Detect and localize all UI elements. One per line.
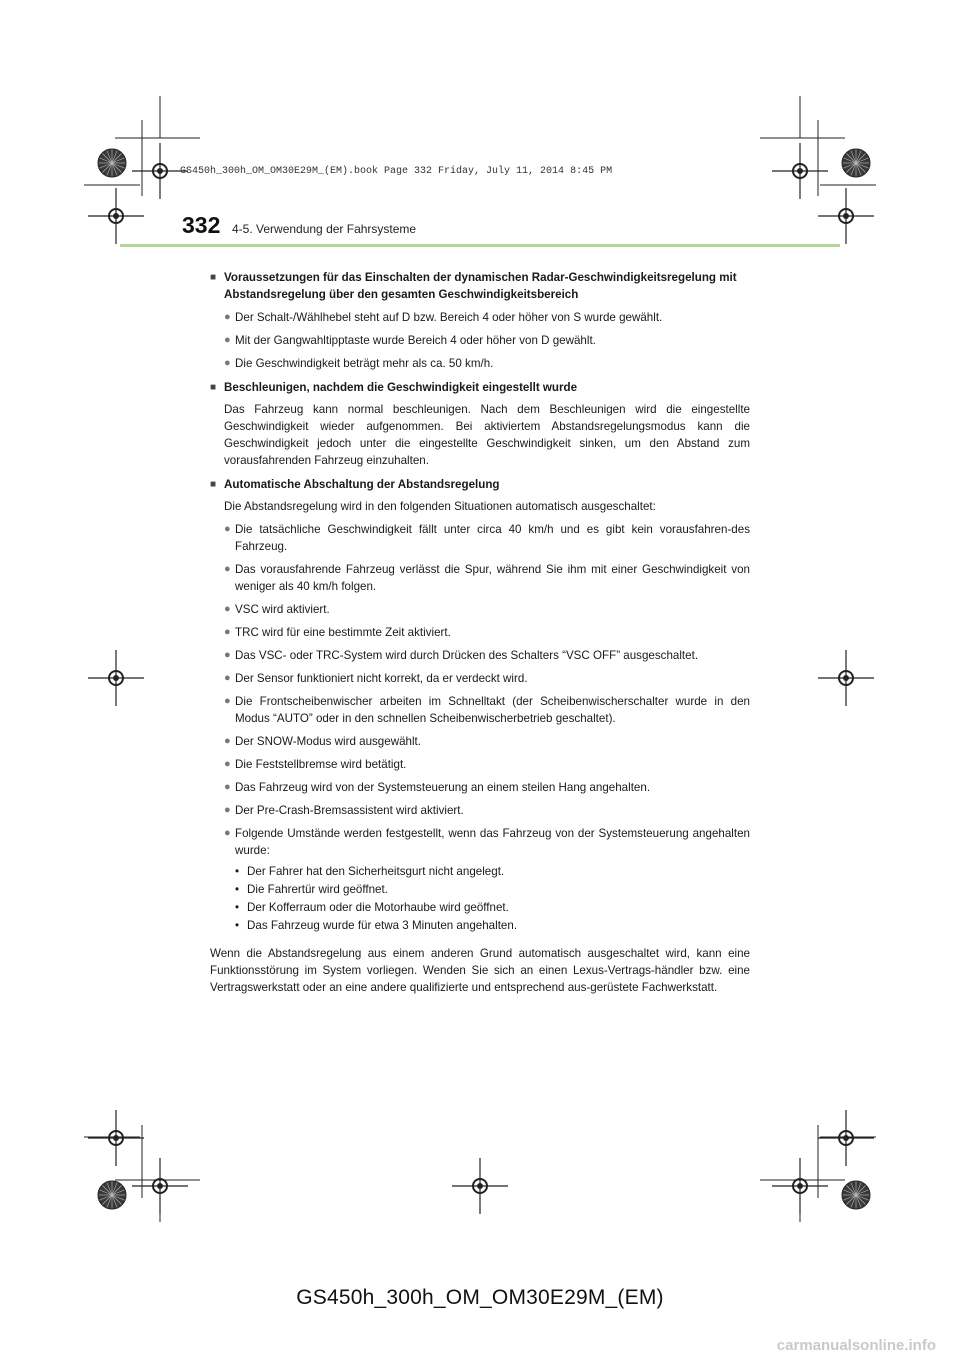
header-rule <box>120 244 840 247</box>
registration-mark-icon <box>818 650 874 706</box>
footer-code: GS450h_300h_OM_OM30E29M_(EM) <box>296 1286 664 1309</box>
list-item-text: Der Pre-Crash-Bremsassistent wird aktiviert. <box>235 804 464 817</box>
registration-mark-icon <box>132 1158 188 1214</box>
color-target-icon <box>842 1181 870 1209</box>
list-item <box>224 670 750 687</box>
watermark: carmanualsonline.info <box>776 1337 936 1354</box>
bullet-icon: ● <box>224 781 231 793</box>
list-item-text: Der Sensor funktioniert nicht korrekt, da er verdeckt wird. <box>235 672 528 685</box>
sub-list-item-text: Der Kofferraum oder die Motorhaube wird geöffnet. <box>247 901 509 914</box>
list-item <box>224 756 750 773</box>
list-item-text: Das vorausfahrende Fahrzeug verlässt die Spur, während Sie ihm mit einer Geschwindigkeit von weniger als 40 km/h folgen. <box>235 563 750 593</box>
section-title: Automatische Abschaltung der Abstandsregelung <box>224 478 500 491</box>
list-item <box>224 624 750 641</box>
bullet-icon: ● <box>224 735 231 747</box>
registration-mark-icon <box>818 1110 874 1166</box>
sub-bullet-icon: • <box>235 919 240 932</box>
list-item <box>224 733 750 750</box>
list-item-text: Der SNOW-Modus wird ausgewählt. <box>235 735 421 748</box>
list-item <box>224 802 750 819</box>
bullet-icon: ● <box>224 758 231 770</box>
list-item <box>224 693 750 727</box>
color-target-icon <box>98 1181 126 1209</box>
registration-mark-icon <box>818 188 874 244</box>
page-content <box>210 269 750 996</box>
color-target-icon <box>842 149 870 177</box>
registration-mark-icon <box>88 1110 144 1166</box>
bullet-icon: ● <box>224 695 231 707</box>
section-heading <box>210 269 750 303</box>
sub-list-item <box>235 899 750 917</box>
section-heading <box>210 476 750 493</box>
list-item <box>224 825 750 859</box>
bullet-icon: ● <box>224 804 231 816</box>
bullet-icon: ● <box>224 827 231 839</box>
list-item-text: Der Schalt-/Wählhebel steht auf D bzw. Bereich 4 oder höher von S wurde gewählt. <box>235 311 663 324</box>
bullet-icon: ● <box>224 311 231 323</box>
sub-list-item <box>235 881 750 899</box>
list-item <box>224 647 750 664</box>
list-item <box>224 521 750 555</box>
bullet-icon: ● <box>224 334 231 346</box>
sub-list-item <box>235 917 750 935</box>
section-paragraph: Das Fahrzeug kann normal beschleunigen. Nach dem Beschleunigen wird die eingestellte Geschwindigkeit wieder aufgenommen. Bei aktiviertem Abstandsregelungsmodus kann die Geschwindigkeit jedoch unter die eingestellte Geschwindigkeit sinken, um den Abstand zum vorausfahrenden Fahrzeug einzuhalten. <box>224 403 750 467</box>
bullet-icon: ● <box>224 603 231 615</box>
section-title: Beschleunigen, nachdem die Geschwindigkeit eingestellt wurde <box>224 381 578 394</box>
registration-mark-icon <box>88 188 144 244</box>
sub-bullet-icon: • <box>235 883 240 896</box>
sub-list-item-text: Die Fahrertür wird geöffnet. <box>247 883 388 896</box>
list-item <box>224 779 750 796</box>
page-number: 332 <box>182 212 221 238</box>
list-item <box>224 601 750 618</box>
bullet-icon: ● <box>224 626 231 638</box>
color-target-icon <box>98 149 126 177</box>
sub-list <box>235 863 750 935</box>
list-item-text: Folgende Umstände werden festgestellt, wenn das Fahrzeug von der Systemsteuerung angehalten wurde: <box>235 827 750 857</box>
list-item-text: TRC wird für eine bestimmte Zeit aktiviert. <box>235 626 451 639</box>
sub-list-item <box>235 863 750 881</box>
print-info: GS450h_300h_OM_OM30E29M_(EM).book Page 332 Friday, July 11, 2014 8:45 PM <box>180 166 613 177</box>
sub-bullet-icon: • <box>235 865 240 878</box>
list-item-text: Die Geschwindigkeit beträgt mehr als ca. 50 km/h. <box>235 357 494 370</box>
sub-bullet-icon: • <box>235 901 240 914</box>
registration-mark-icon <box>772 1158 828 1214</box>
section-marker-icon: ■ <box>210 272 217 283</box>
list-item-text: Die tatsächliche Geschwindigkeit fällt unter circa 40 km/h und es gibt kein vorausfahren-des Fahrzeug. <box>235 523 750 553</box>
list-item-text: Die Feststellbremse wird betätigt. <box>235 758 407 771</box>
sub-list-item-text: Das Fahrzeug wurde für etwa 3 Minuten angehalten. <box>247 919 518 932</box>
section-marker-icon: ■ <box>210 479 217 490</box>
list-item-text: VSC wird aktiviert. <box>235 603 330 616</box>
list-item-text: Die Frontscheibenwischer arbeiten im Schnelltakt (der Scheibenwischerschalter wurde in den Modus “AUTO” oder in den schnellen Scheibenwischerbetrieb geschaltet). <box>235 695 750 725</box>
list-item-text: Mit der Gangwahltipptaste wurde Bereich 4 oder höher von D gewählt. <box>235 334 596 347</box>
bullet-icon: ● <box>224 672 231 684</box>
registration-mark-icon <box>452 1158 508 1214</box>
section-title: Voraussetzungen für das Einschalten der dynamischen Radar-Geschwindigkeitsregelung mit Abstandsregelung über den gesamten Geschwindigkeitsbereich <box>224 271 737 301</box>
registration-mark-icon <box>88 650 144 706</box>
section-heading <box>210 379 750 396</box>
section-marker-icon: ■ <box>210 382 217 393</box>
closing-paragraph: Wenn die Abstandsregelung aus einem anderen Grund automatisch ausgeschaltet wird, kann eine Funktionsstörung im System vorliegen. Wenden Sie sich an einen Lexus-Vertrags-händler bzw. eine Vertragswerkstatt oder an eine andere qualifizierte und entsprechend aus-gerüstete Fachwerkstatt. <box>210 947 750 994</box>
chapter-title: 4-5. Verwendung der Fahrsysteme <box>232 222 417 236</box>
bullet-icon: ● <box>224 563 231 575</box>
sub-list-item-text: Der Fahrer hat den Sicherheitsgurt nicht angelegt. <box>247 865 505 878</box>
registration-mark-icon <box>772 143 828 199</box>
list-item-text: Das Fahrzeug wird von der Systemsteuerung an einem steilen Hang angehalten. <box>235 781 651 794</box>
bullet-icon: ● <box>224 649 231 661</box>
section-intro: Die Abstandsregelung wird in den folgenden Situationen automatisch ausgeschaltet: <box>224 500 656 513</box>
list-item <box>224 355 750 372</box>
list-item <box>224 332 750 349</box>
list-item <box>224 561 750 595</box>
bullet-icon: ● <box>224 357 231 369</box>
list-item-text: Das VSC- oder TRC-System wird durch Drücken des Schalters “VSC OFF” ausgeschaltet. <box>235 649 699 662</box>
bullet-icon: ● <box>224 523 231 535</box>
list-item <box>224 309 750 326</box>
